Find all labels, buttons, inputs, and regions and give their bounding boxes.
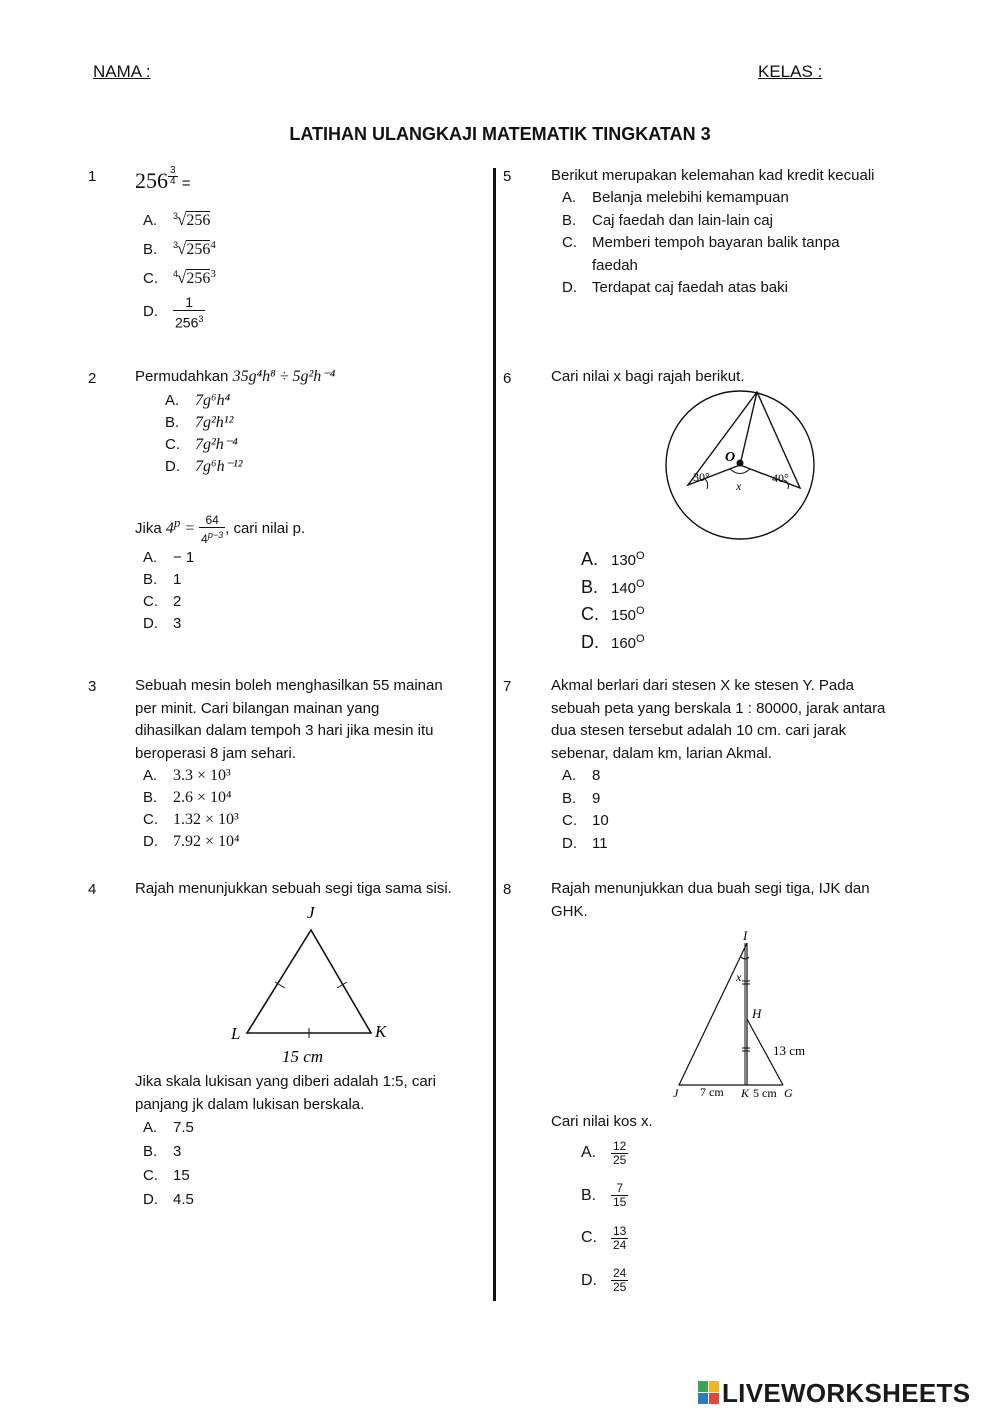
q1-option-d[interactable]: D. $\frac{1}{256^3}$ xyxy=(143,293,204,331)
vertex-k-label: K xyxy=(375,1022,387,1041)
q6-option-d[interactable]: D. $160^O$ xyxy=(581,631,645,652)
q1-eq: = xyxy=(177,175,191,192)
q8-stem-2: Cari nilai kos x. xyxy=(551,1113,653,1130)
q3-stem: Sebuah mesin boleh menghasilkan 55 mainan per minit. Cari bilangan mainan yang dihasilkan dalam tempoh 3 hari jika mesin itu beroperasi 8 jam sehari. xyxy=(135,677,443,762)
q3-option-c[interactable]: C. 1.32 × 10³ xyxy=(143,811,239,828)
logo-square-l xyxy=(698,1381,708,1392)
q2-option-d[interactable]: D. 7g⁶h⁻¹² xyxy=(165,458,243,475)
q2b-option-d[interactable]: D. 3 xyxy=(143,615,182,632)
logo-square-v xyxy=(698,1393,708,1404)
q6-option-a[interactable]: A. $130^O$ xyxy=(581,549,645,569)
q1-option-c[interactable]: C. $^4√256^3$ xyxy=(143,268,216,287)
vertex-i-label: I xyxy=(743,928,748,943)
logo-square-i xyxy=(709,1381,719,1392)
q2b-option-c[interactable]: C. 2 xyxy=(143,593,182,610)
q6-circle-diagram xyxy=(660,385,820,545)
q6-option-c[interactable]: C. $150^O$ xyxy=(581,604,645,624)
q7-option-b[interactable]: B. 9 xyxy=(562,789,601,807)
q6-stem: Cari nilai x bagi rajah berikut. xyxy=(551,368,745,385)
q1-exponent: $\frac{3}{4}$ xyxy=(170,165,176,187)
q1-option-b[interactable]: B. $^3√256^4$ xyxy=(143,239,216,258)
q7-number: 7 xyxy=(503,678,512,695)
q8-number: 8 xyxy=(503,881,512,898)
q2-option-b[interactable]: B. 7g²h¹² xyxy=(165,414,234,431)
equilateral-triangle xyxy=(247,930,371,1033)
q4-option-a[interactable]: A. 7.5 xyxy=(143,1119,194,1136)
q8-triangles-diagram xyxy=(665,925,825,1105)
q7-option-a[interactable]: A. 8 xyxy=(562,767,601,784)
angle-40-label: 40° xyxy=(772,471,789,485)
q2-number: 2 xyxy=(88,370,97,387)
kg-length-label: 5 cm xyxy=(753,1086,777,1100)
angle-x-label: x xyxy=(736,479,742,493)
q2-stem: Permudahkan 35g⁴h⁸ ÷ 5g²h⁻⁴ xyxy=(135,368,336,385)
q6-option-b[interactable]: B. $140^O$ xyxy=(581,576,645,597)
center-o-label: O xyxy=(725,450,736,465)
q1-number: 1 xyxy=(88,168,97,185)
q2-options xyxy=(165,390,243,478)
q1-base: 256 xyxy=(135,168,168,193)
q1-option-a[interactable]: A. $^3$√256 xyxy=(143,210,211,229)
q5-options xyxy=(562,187,840,300)
q8-options xyxy=(581,1132,628,1302)
q4-option-c[interactable]: C. 15 xyxy=(143,1167,190,1184)
q3-number: 3 xyxy=(88,678,97,695)
liveworksheets-logo[interactable] xyxy=(698,1378,970,1408)
page-title: LATIHAN ULANGKAJI MATEMATIK TINGKATAN 3 xyxy=(289,124,711,144)
q4-triangle-diagram xyxy=(225,900,400,1070)
q8-option-a[interactable]: A. $\frac{12}{25}$ xyxy=(581,1138,627,1167)
triangle-ijk xyxy=(679,943,747,1085)
column-divider xyxy=(493,168,496,1301)
logo-square-e xyxy=(709,1393,719,1404)
q4-option-b[interactable]: B. 3 xyxy=(143,1143,182,1160)
q4-stem-2: Jika skala lukisan yang diberi adalah 1:5, cari panjang jk dalam lukisan berskala. xyxy=(135,1073,437,1113)
nama-label: NAMA : xyxy=(93,62,151,81)
logo-wordmark: LIVEWORKSHEETS xyxy=(722,1377,971,1408)
q4-number: 4 xyxy=(88,881,97,898)
q2b-stem: Jika $4^p$ = $\frac{64}{4^{p-3}}$ , cari nilai p. xyxy=(135,512,306,546)
hg-length-label: 13 cm xyxy=(773,1043,806,1058)
q7-option-d[interactable]: D. 11 xyxy=(562,834,608,852)
vertex-h-label: H xyxy=(752,1006,762,1021)
q2b-options xyxy=(143,547,194,635)
q1-options xyxy=(143,205,216,332)
q8-stem: Rajah menunjukkan dua buah segi tiga, IJK dan GHK. xyxy=(551,880,870,920)
logo-grid-icon xyxy=(698,1381,720,1405)
q2b-fraction: $\frac{64}{4^{p-3}}$ xyxy=(201,512,224,546)
q8-option-b[interactable]: B. $\frac{7}{15}$ xyxy=(581,1181,627,1210)
q2-option-a[interactable]: A. 7g⁶h⁴ xyxy=(165,392,231,409)
base-length-label: 15 cm xyxy=(282,1047,324,1066)
q6-options xyxy=(581,543,645,653)
angle-x-label: x xyxy=(736,970,742,984)
q5-option-d[interactable]: D. Terdapat caj faedah atas baki xyxy=(562,279,788,296)
vertex-j-label: J xyxy=(673,1086,679,1100)
vertex-j-label: J xyxy=(307,903,315,922)
q5-option-b[interactable]: B. Caj faedah dan lain-lain caj xyxy=(562,211,773,229)
q3-options xyxy=(143,765,240,853)
q5-option-c-continued: faedah xyxy=(592,256,638,274)
q3-option-d[interactable]: D. 7.92 × 10⁴ xyxy=(143,833,240,850)
q4-stem: Rajah menunjukkan sebuah segi tiga sama sisi. xyxy=(135,880,452,897)
q2b-option-a[interactable]: A. − 1 xyxy=(143,549,195,566)
vertex-g-label: G xyxy=(784,1086,793,1100)
q3-option-a[interactable]: A. 3.3 × 10³ xyxy=(143,767,231,784)
q8-option-c[interactable]: C. $\frac{13}{24}$ xyxy=(581,1223,627,1252)
q5-stem: Berikut merupakan kelemahan kad kredit kecuali xyxy=(551,167,875,184)
q2b-option-b[interactable]: B. 1 xyxy=(143,571,182,588)
q5-option-c[interactable]: C. Memberi tempoh bayaran balik tanpa xyxy=(562,234,840,251)
center-point xyxy=(737,460,744,467)
jk-length-label: 7 cm xyxy=(700,1085,724,1099)
q3-option-b[interactable]: B. 2.6 × 10⁴ xyxy=(143,789,232,806)
angle-arc-center xyxy=(730,469,750,474)
q7-stem: Akmal berlari dari stesen X ke stesen Y. Pada sebuah peta yang berskala 1 : 80000, jarak antara dua stesen tersebut adalah 10 cm. cari jarak sebenar, dalam km, larian Akmal. xyxy=(551,677,886,762)
q6-number: 6 xyxy=(503,370,512,387)
q7-option-c[interactable]: C. 10 xyxy=(562,812,609,829)
vertex-l-label: L xyxy=(231,1024,241,1043)
q8-option-d[interactable]: D. $\frac{24}{25}$ xyxy=(581,1266,627,1295)
q5-option-a[interactable]: A. Belanja melebihi kemampuan xyxy=(562,189,789,206)
vertex-k-label: K xyxy=(741,1086,750,1100)
q7-options xyxy=(562,765,609,855)
q4-options xyxy=(143,1116,194,1212)
q2-option-c[interactable]: C. 7g²h⁻⁴ xyxy=(165,436,238,453)
q5-number: 5 xyxy=(503,168,512,185)
kelas-label: KELAS : xyxy=(758,62,823,81)
angle-30-label: 30° xyxy=(693,470,710,484)
q4-option-d[interactable]: D. 4.5 xyxy=(143,1191,194,1208)
q1-stem xyxy=(135,165,191,198)
